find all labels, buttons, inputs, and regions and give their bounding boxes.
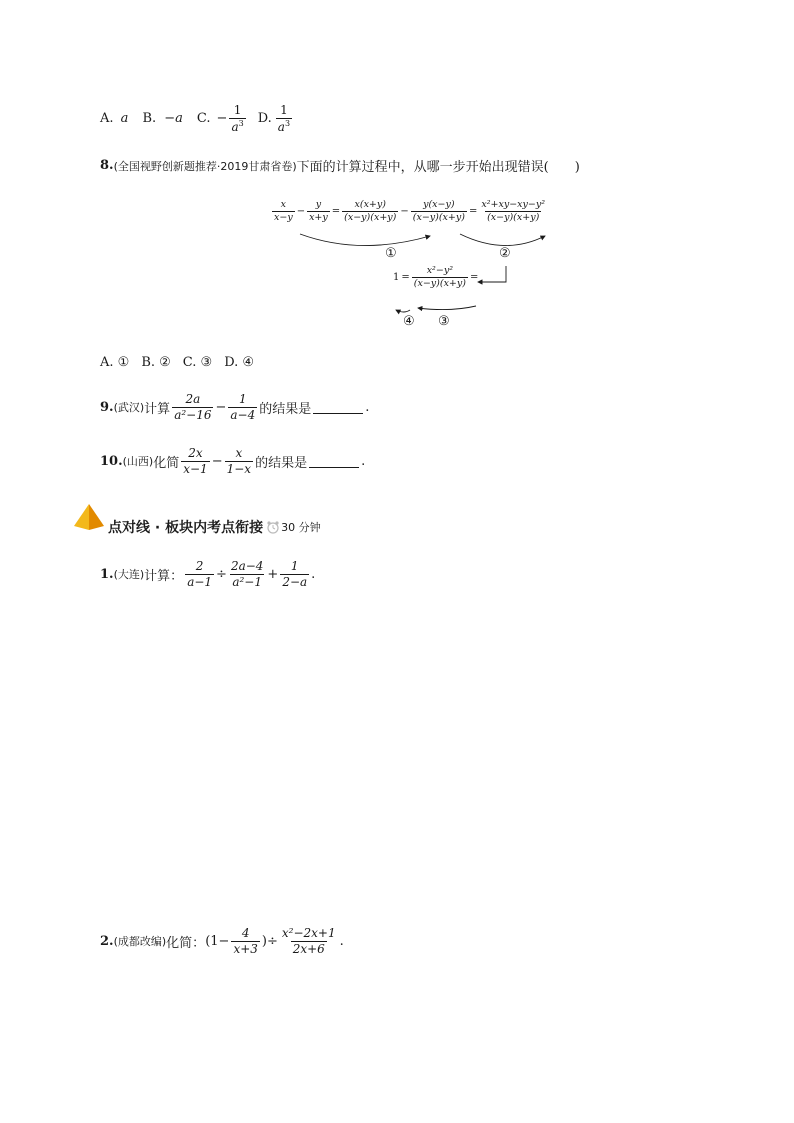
p1-frac-3: $\frac{1}{2-a}$ bbox=[282, 559, 308, 589]
section-time: 30 分钟 bbox=[281, 521, 321, 534]
q8-option-d[interactable]: D. ④ bbox=[224, 355, 255, 370]
q9-frac-1: $\frac{2a}{\text{a²−16}}$ bbox=[174, 392, 212, 422]
q8-arrow-4 bbox=[418, 306, 476, 310]
q8-process-row-1: $\frac{x}{x-y}$ − $\frac{y}{x+y}$ = $\frac{x(x+y)}{(x-y)(x+y)}$ − $\frac{y(x-y)}{(x-y)(x+y)}$ = $\frac{\text{x²+xy−xy−y²}}{(x-y)(x+y)}$ bbox=[274, 199, 546, 223]
q8-options bbox=[100, 355, 254, 370]
q8-arrow-3 bbox=[478, 266, 506, 282]
q9: 9. (武汉) 计算 $\frac{2a}{\text{a²−16}}$ − $\frac{1}{a-4}$ 的结果是 . bbox=[100, 392, 370, 422]
q7-option-a[interactable]: A. a bbox=[100, 111, 129, 127]
q8-step-3-marker: ③ bbox=[438, 314, 450, 329]
problem-1: 1. (大连) 计算： $\frac{2}{a-1}$ ÷ $\frac{2a-4}{\text{a²−1}}$ + $\frac{1}{2-a}$ . bbox=[100, 559, 316, 589]
section-heading bbox=[108, 517, 321, 537]
q8-step-4-marker: ④ bbox=[403, 314, 415, 329]
q8-frac-1: $\frac{x}{x-y}$ bbox=[274, 199, 293, 223]
p1-frac-2: $\frac{2a-4}{\text{a²−1}}$ bbox=[230, 559, 264, 589]
q7-option-d[interactable]: D. $\frac{1}{a^3}$ bbox=[257, 103, 291, 134]
q8-step-1-marker: ① bbox=[385, 246, 397, 261]
q8-option-b[interactable]: B. ② bbox=[141, 355, 171, 370]
q7-option-c[interactable]: C. − $\frac{1}{a^3}$ bbox=[196, 103, 244, 134]
q7-c-fraction: $\frac{1}{a^3}$ bbox=[231, 103, 244, 134]
problem-2: 2. (成都改编) 化简： (1− $\frac{4}{x+3}$ )÷ $\frac{\text{x²−2x+1}}{2x+6}$ . bbox=[100, 926, 344, 956]
q8-step-2-marker: ② bbox=[499, 246, 511, 261]
p2-frac-2: $\frac{\text{x²−2x+1}}{2x+6}$ bbox=[281, 926, 336, 956]
q10-answer-blank[interactable] bbox=[309, 455, 359, 468]
q8-frac-2: $\frac{y}{x+y}$ bbox=[309, 199, 328, 223]
q8-frac-3: $\frac{x(x+y)}{(x-y)(x+y)}$ bbox=[344, 199, 397, 223]
q10-frac-2: $\frac{x}{1-x}$ bbox=[226, 446, 252, 476]
q8-frac-5: $\frac{\text{x²+xy−xy−y²}}{(x-y)(x+y)}$ bbox=[481, 199, 546, 223]
q9-answer-blank[interactable] bbox=[313, 401, 363, 414]
p1-frac-1: $\frac{2}{a-1}$ bbox=[187, 559, 213, 589]
q8-frac-6: $\frac{\text{x²−y²}}{(x-y)(x+y)}$ bbox=[413, 265, 466, 289]
q10: 10. (山西) 化简 $\frac{2x}{x-1}$ − $\frac{x}{1-x}$ 的结果是 . bbox=[100, 446, 366, 476]
q7-option-b[interactable]: B. −a bbox=[142, 111, 183, 127]
q7-options bbox=[100, 104, 294, 133]
q8-stem: 8. (全国视野创新题推荐·2019甘肃省卷) 下面的计算过程中，从哪一步开始出现错误( ) bbox=[100, 158, 580, 175]
pyramid-icon bbox=[72, 502, 106, 532]
q8-option-c[interactable]: C. ③ bbox=[182, 355, 213, 370]
section-title: 点对线 · 板块内考点衔接 bbox=[108, 520, 264, 536]
q10-frac-1: $\frac{2x}{x-1}$ bbox=[183, 446, 208, 476]
q8-arrow-1 bbox=[300, 234, 430, 246]
q9-frac-2: $\frac{1}{a-4}$ bbox=[230, 392, 256, 422]
q8-option-a[interactable]: A. ① bbox=[100, 355, 130, 370]
q8-process-row-2: 1 = $\frac{\text{x²−y²}}{(x-y)(x+y)}$ = bbox=[393, 265, 479, 289]
p2-frac-1: $\frac{4}{x+3}$ bbox=[233, 926, 258, 956]
alarm-clock-icon bbox=[266, 520, 280, 534]
q8-frac-4: $\frac{y(x-y)}{(x-y)(x+y)}$ bbox=[412, 199, 465, 223]
q7-d-fraction: $\frac{1}{a^3}$ bbox=[277, 103, 291, 134]
q8-arrow-2 bbox=[460, 234, 545, 246]
q8-arrow-5 bbox=[396, 310, 410, 312]
